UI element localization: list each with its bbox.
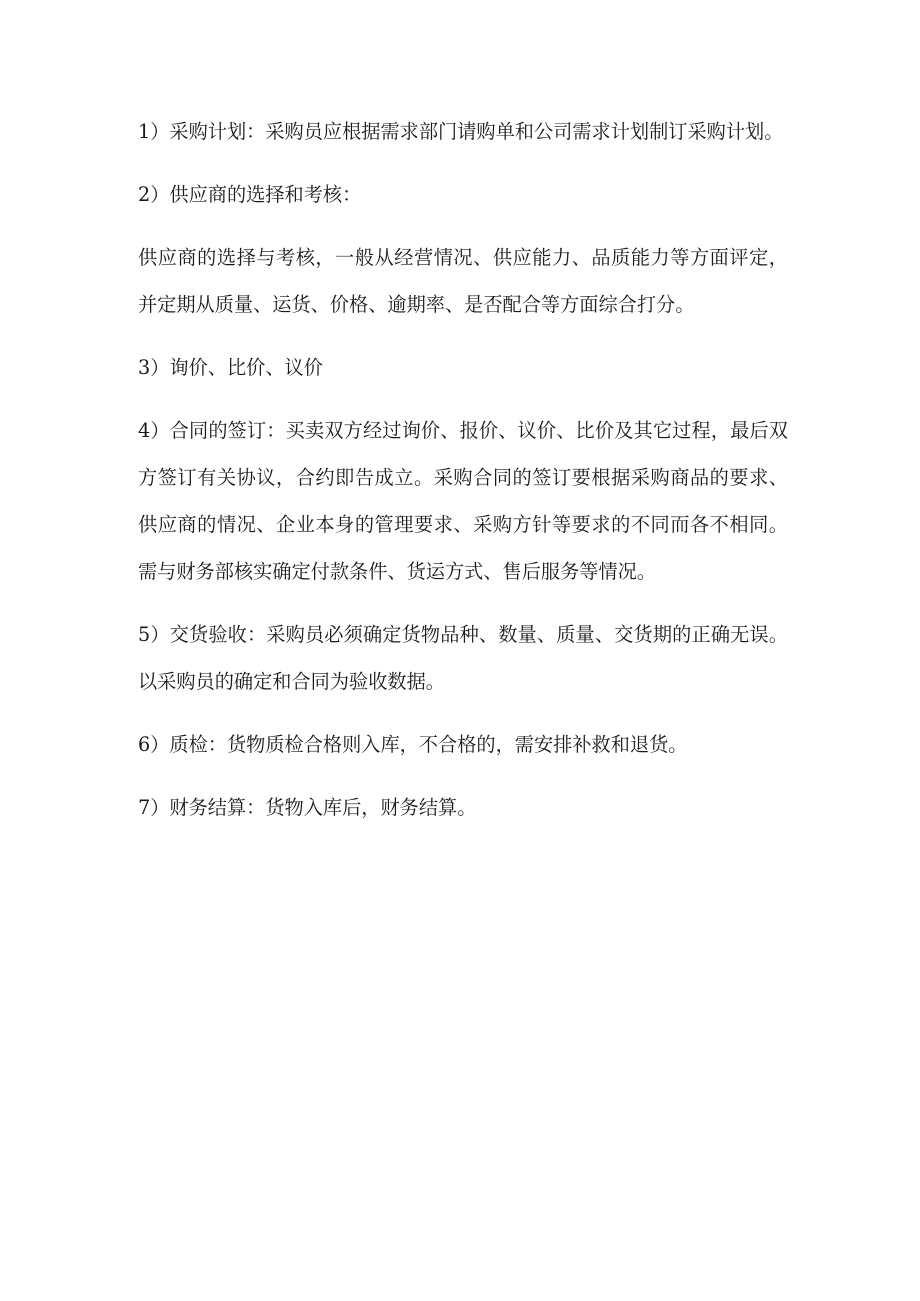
paragraph-financial-settlement: 7）财务结算：货物入库后，财务结算。 bbox=[138, 796, 477, 819]
paragraph-purchase-plan: 1）采购计划：采购员应根据需求部门请购单和公司需求计划制订采购计划。 bbox=[138, 120, 784, 143]
paragraph-inquiry: 3）询价、比价、议价 bbox=[138, 356, 323, 379]
paragraph-quality-inspection: 6）质检：货物质检合格则入库，不合格的，需安排补救和退货。 bbox=[138, 733, 688, 756]
paragraph-contract: 4）合同的签订：买卖双方经过询价、报价、议价、比价及其它过程，最后双方签订有关协议，合约即告成立。采购合同的签订要根据采购商品的要求、供应商的情况、企业本身的管理要求、采购方针等要求的不同而各不相同。需与财务部核实确定付款条件、货运方式、售后服务等情况。 bbox=[138, 419, 788, 583]
document-body bbox=[138, 108, 788, 847]
paragraph-supplier-heading: 2）供应商的选择和考核： bbox=[138, 183, 362, 206]
paragraph-delivery-acceptance: 5）交货验收：采购员必须确定货物品种、数量、质量、交货期的正确无误。以采购员的确定和合同为验收数据。 bbox=[138, 623, 788, 693]
paragraph-supplier-evaluation: 供应商的选择与考核，一般从经营情况、供应能力、品质能力等方面评定，并定期从质量、运货、价格、逾期率、是否配合等方面综合打分。 bbox=[138, 246, 788, 316]
